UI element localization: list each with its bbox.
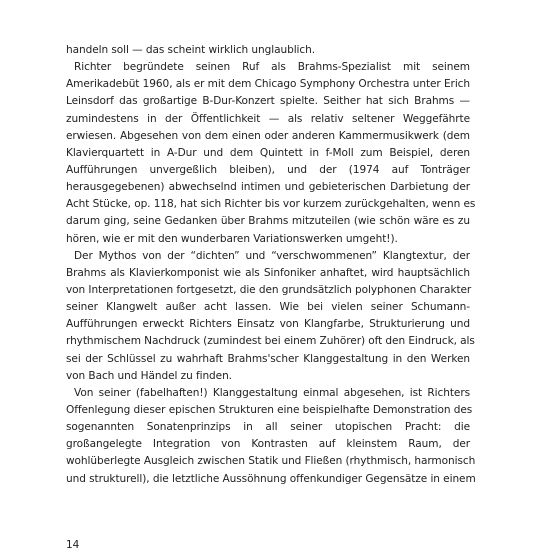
paragraph [66, 42, 470, 59]
text-line: von Interpretationen fortgesetzt, die den grundsätzlich polyphonen Charakter [66, 283, 472, 296]
text-line: Offenlegung dieser epischen Strukturen eine beispielhafte Demonstration des [66, 403, 473, 416]
body-text [66, 42, 476, 488]
text-line: handeln soll — das scheint wirklich unglaublich. [66, 44, 316, 56]
text-line: Brahms als Klavierkomponist wie als Sinfoniker anhaftet, wird hauptsächlich [66, 266, 470, 279]
text-line: von Bach und Händel zu finden. [66, 369, 232, 382]
paragraph [66, 385, 476, 488]
text-line: Richter begründete seinen Ruf als Brahms-Spezialist mit seinem [74, 61, 470, 74]
text-line: sogenannten Sonatenprinzips in all seiner utopischen Pracht: die [66, 421, 470, 434]
text-line: zumindestens in der Öffentlichkeit — als relativ seltener Weggefährte [66, 112, 470, 125]
text-line: sei der Schlüssel zu wahrhaft Brahms'scher Klanggestaltung in den Werken [66, 352, 470, 365]
text-line: Leinsdorf das großartige B-Dur-Konzert spielte. Seither hat sich Brahms — [66, 95, 470, 108]
text-line: Acht Stücke, op. 118, hat sich Richter bis vor kurzem zurückgehalten, wenn es [66, 198, 476, 211]
paragraph [66, 59, 476, 248]
text-line: großangelegte Integration von Kontrasten auf kleinstem Raum, der [66, 438, 470, 451]
text-line: hören, wie er mit den wunderbaren Variationswerken umgeht!). [66, 232, 398, 245]
text-line: und strukturell), die letztliche Aussöhnung offenkundiger Gegensätze in einem [66, 472, 476, 485]
text-line: seiner Klangwelt außer acht lassen. Wie bei vielen seiner Schumann- [66, 301, 470, 314]
text-line: herausgegebenen) abwechselnd intimen und gebieterischen Darbietung der [66, 181, 470, 194]
text-line: Der Mythos von der “dichten” und “verschwommenen” Klangtextur, der [74, 249, 470, 262]
text-line: wohlüberlegte Ausgleich zwischen Statik und Fließen (rhythmisch, harmonisch [66, 455, 476, 468]
paragraph [66, 248, 475, 385]
text-line: Aufführungen unvergeßlich bleiben), und der (1974 auf Tonträger [66, 163, 470, 176]
text-line: rhythmischem Nachdruck (zumindest bei einem Zuhörer) oft den Eindruck, als [66, 335, 475, 348]
text-line: Aufführungen erweckt Richters Einsatz von Klangfarbe, Strukturierung und [66, 318, 470, 331]
text-line: erwiesen. Abgesehen von dem einen oder anderen Kammermusikwerk (dem [66, 129, 470, 142]
text-line: Klavierquartett in A-Dur und dem Quintett in f-Moll zum Beispiel, deren [66, 146, 470, 159]
page-number: 14 [66, 539, 80, 551]
text-line: Von seiner (fabelhaften!) Klanggestaltung einmal abgesehen, ist Richters [74, 386, 470, 399]
text-line: darum ging, seine Gedanken über Brahms mitzuteilen (wie schön wäre es zu [66, 215, 470, 228]
text-line: Amerikadebüt 1960, als er mit dem Chicago Symphony Orchestra unter Erich [66, 78, 470, 91]
